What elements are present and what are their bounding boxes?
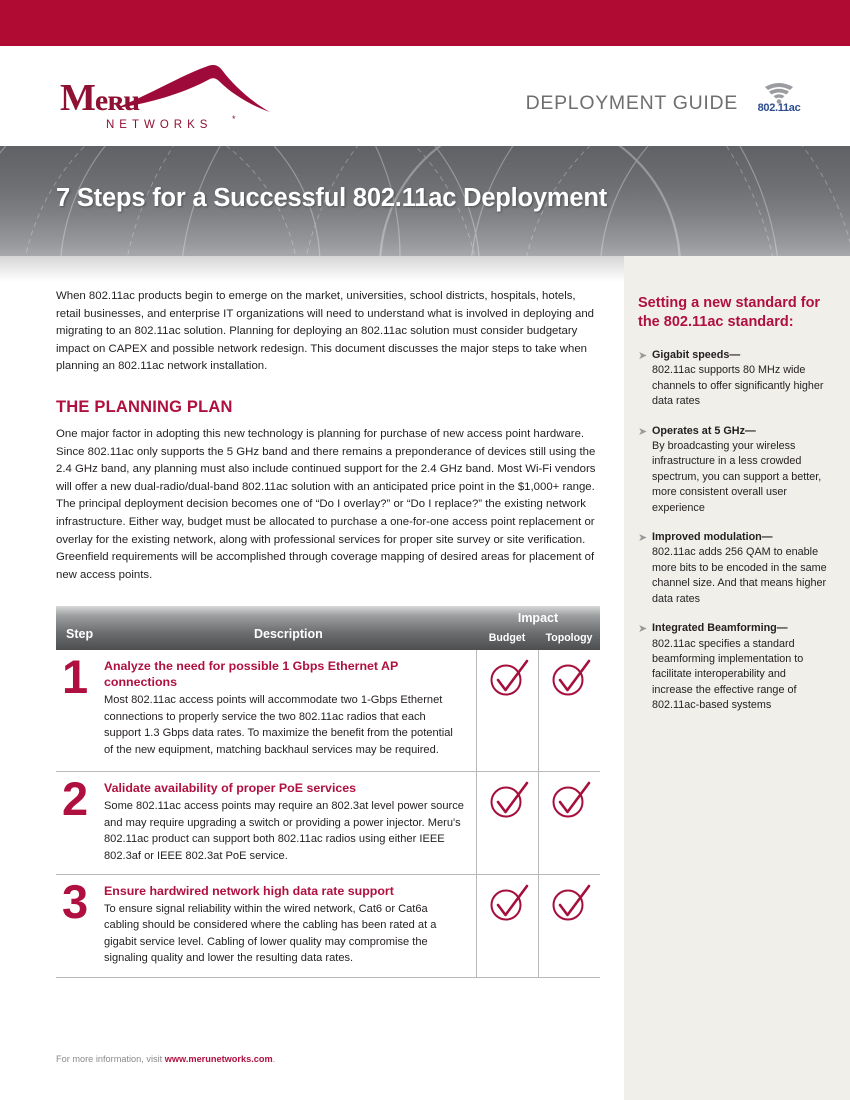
step-number: 2 (62, 772, 89, 826)
svg-text:*: * (232, 114, 236, 124)
table-row (56, 650, 600, 772)
sidebar-item-body (652, 348, 828, 410)
topology-impact-cell (538, 772, 600, 874)
check-icon (549, 659, 591, 697)
sidebar-item-text: 802.11ac supports 80 MHz wide channels to offer significantly higher data rates (652, 364, 824, 408)
topology-impact-cell (538, 650, 600, 771)
sidebar-bullet-item (638, 621, 828, 713)
logo-mark-mountain-peak (56, 64, 316, 134)
footer (56, 1054, 275, 1064)
step-title: Analyze the need for possible 1 Gbps Ethernet AP connections (104, 659, 398, 690)
sidebar-item-body (652, 621, 828, 713)
sidebar-item-term: Operates at 5 GHz— (652, 424, 756, 437)
footer-prefix: For more information, visit (56, 1054, 165, 1064)
sidebar-item-text: 802.11ac specifies a standard beamforming implementation to facilitate interoperability and increase the effective range of 802.11ac-based systems (652, 637, 804, 712)
arrow-bullet-icon: ➤ (638, 350, 648, 362)
step-content (104, 772, 476, 874)
page-title: 7 Steps for a Successful 802.11ac Deployment (56, 184, 608, 212)
table-row (56, 772, 600, 875)
meru-networks-logo (56, 64, 316, 134)
budget-impact-cell (476, 772, 538, 874)
badge-802-11ac (752, 82, 806, 124)
sidebar-heading: Setting a new standard for the 802.11ac standard: (638, 295, 821, 330)
step-title: Ensure hardwired network high data rate support (104, 883, 394, 898)
step-content (104, 650, 476, 771)
check-icon (549, 884, 591, 922)
sidebar-item-term: Gigabit speeds— (652, 349, 741, 361)
wifi-icon (762, 82, 796, 104)
sidebar-item-text: 802.11ac adds 256 QAM to enable more bits to be encoded in the same channel size. And that means higher data rates (652, 546, 827, 605)
step-description: Most 802.11ac access points will accommodate two 1-Gbps Ethernet connections to properly service the two 802.11ac radios that each support 1.3 Gbps data rates. To maximize the benefit from the potential of the new equipment, matching backhaul services may be required. (104, 694, 453, 756)
table-header-row (56, 606, 600, 650)
column-header-impact: Impact (517, 611, 559, 626)
svg-text:Meʀu: Meʀu (60, 77, 140, 119)
arrow-bullet-icon: ➤ (638, 623, 648, 636)
footer-suffix: . (272, 1054, 276, 1064)
check-icon (487, 659, 529, 697)
planning-plan-paragraph: One major factor in adopting this new technology is planning for purchase of new access point hardware. Since 802.11ac only supports the 5 GHz band and there remains a preponderance of devices still using the 2.4 GHz band, any planning must also include continued support for the 2.4 GHz band. Most Wi-Fi vendors will offer a new dual-radio/dual-band 802.11ac solution with an anticipated price point in the $1,000+ range. The principal deployment decision becomes one of “Do I overlay?” or “Do I replace?” the existing network infrastructure. Either way, budget must be allocated to purchase a one-for-one access point replacement or overlay for the existing network, along with professional services for proper site survey or site verification. Greenfield requirements will be accomplished through coverage mapping of desired areas for placement of new access points. (56, 427, 596, 581)
sidebar-item-body (652, 424, 828, 516)
sidebar-bullet-item (638, 424, 828, 516)
sidebar-item-term: Integrated Beamforming— (652, 622, 788, 635)
column-header-budget: Budget (488, 632, 526, 645)
check-icon (549, 781, 591, 819)
step-content (104, 875, 476, 977)
sidebar-panel (624, 256, 850, 1100)
topology-impact-cell (538, 875, 600, 977)
header-right-group (526, 82, 806, 124)
check-icon (487, 884, 529, 922)
top-brand-bar (0, 0, 850, 46)
badge-label: 802.11ac (757, 102, 801, 114)
intro-paragraph: When 802.11ac products begin to emerge on the market, universities, school districts, hospitals, hotels, retail businesses, and enterprise IT organizations will need to understand what is involved in deploying and migrating to an 802.11ac solution. Planning for deploying an 802.11ac solution must consider budgetary impact on CAPEX and possible network redesign. This document discusses the major steps to take when planning an 802.11ac network installation. (56, 290, 595, 373)
step-title: Validate availability of proper PoE services (104, 781, 357, 796)
step-number: 1 (62, 650, 89, 704)
sidebar-item-body (652, 530, 828, 607)
column-header-description: Description (254, 627, 323, 642)
sidebar-bullet-item (638, 530, 828, 607)
title-banner (0, 146, 850, 256)
arrow-bullet-icon: ➤ (638, 425, 648, 438)
table-row (56, 875, 600, 978)
svg-text:NETWORKS: NETWORKS (106, 119, 213, 131)
footer-website-link[interactable]: www.merunetworks.com (164, 1054, 273, 1064)
arrow-bullet-icon: ➤ (638, 532, 648, 545)
sidebar-item-term: Improved modulation— (652, 531, 773, 544)
sidebar-bullet-item (638, 348, 828, 410)
main-content (0, 256, 624, 978)
column-header-topology: Topology (545, 632, 593, 645)
page-header (0, 46, 850, 146)
column-header-step: Step (66, 627, 94, 642)
sidebar-item-text: By broadcasting your wireless infrastructure in a less crowded spectrum, you can support a better, more consistent overall user experience (652, 440, 822, 514)
budget-impact-cell (476, 875, 538, 977)
steps-table (56, 606, 600, 977)
document-type-label: DEPLOYMENT GUIDE (525, 91, 738, 114)
check-icon (487, 781, 529, 819)
step-number: 3 (62, 874, 89, 928)
step-description: To ensure signal reliability within the wired network, Cat6 or Cat6a cabling should be considered where the cabling has been rated at a gigabit service level. Cabling of lower quality may compromise the signaling quality and lower the resulting data rates. (104, 902, 437, 965)
step-description: Some 802.11ac access points may require an 802.3at level power source and may require upgrading a switch or providing a power injector. Meru's 802.11ac product can support both 802.11ac radios using either IEEE 802.3af or IEEE 802.3at PoE service. (104, 800, 464, 862)
section-heading-planning-plan: THE PLANNING PLAN (56, 397, 233, 416)
budget-impact-cell (476, 650, 538, 771)
